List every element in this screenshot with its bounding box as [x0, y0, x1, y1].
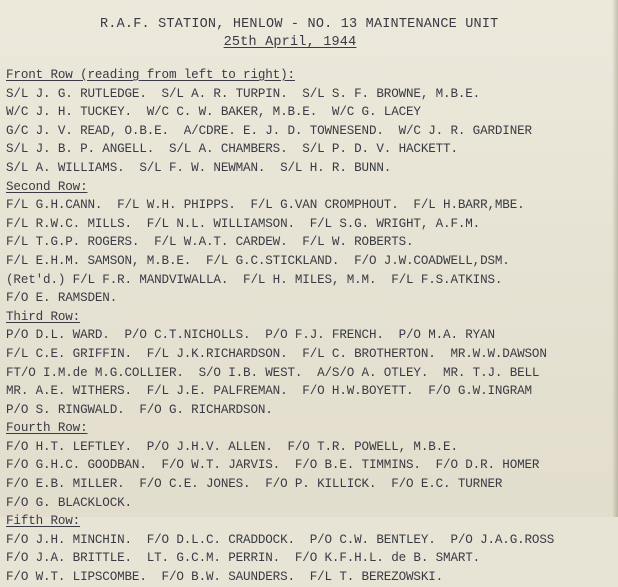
document-title: R.A.F. STATION, HENLOW - NO. 13 MAINTENANCE UNIT [100, 17, 499, 32]
name-line: P/O S. RINGWALD. F/O G. RICHARDSON. [6, 402, 273, 417]
name-line: F/O E.B. MILLER. F/O C.E. JONES. F/O P. KILLICK. F/O E.C. TURNER [6, 477, 503, 492]
name-line: MR. A.E. WITHERS. F/L J.E. PALFREMAN. F/O H.W.BOYETT. F/O G.W.INGRAM [6, 384, 532, 399]
name-line: FT/O I.M.de M.G.COLLIER. S/O I.B. WEST. A/S/O A. OTLEY. MR. T.J. BELL [6, 365, 540, 380]
name-line: S/L J. B. P. ANGELL. S/L A. CHAMBERS. S/L P. D. V. HACKETT. [6, 142, 458, 157]
name-line: (Ret'd.) F/L F.R. MANDVIWALLA. F/L H. MILES, M.M. F/L F.S.ATKINS. [6, 272, 503, 287]
name-line: F/L G.H.CANN. F/L W.H. PHIPPS. F/L G.VAN CROMPHOUT. F/L H.BARR,MBE. [6, 198, 525, 213]
name-line: F/O H.T. LEFTLEY. P/O J.H.V. ALLEN. F/O T.R. POWELL, M.B.E. [6, 439, 458, 454]
name-line: F/L E.H.M. SAMSON, M.B.E. F/L G.C.STICKLAND. F/O J.W.COADWELL,DSM. [6, 253, 510, 268]
section-heading-fifth-row: Fifth Row: [6, 514, 81, 529]
names-list [6, 66, 612, 587]
name-line: F/O J.H. MINCHIN. F/O D.L.C. CRADDOCK. P/O C.W. BENTLEY. P/O J.A.G.ROSS [6, 532, 555, 547]
name-line: F/O G. BLACKLOCK. [6, 495, 132, 510]
name-line: S/L J. G. RUTLEDGE. S/L A. R. TURPIN. S/L S. F. BROWNE, M.B.E. [6, 86, 481, 101]
name-line: G/C J. V. READ, O.B.E. A/CDRE. E. J. D. TOWNESEND. W/C J. R. GARDINER [6, 123, 532, 138]
name-line: S/L A. WILLIAMS. S/L F. W. NEWMAN. S/L H. R. BUNN. [6, 160, 392, 175]
document-date: 25th April, 1944 [223, 35, 357, 50]
name-line: W/C J. H. TUCKEY. W/C C. W. BAKER, M.B.E. W/C G. LACEY [6, 105, 421, 120]
name-line: P/O D.L. WARD. P/O C.T.NICHOLLS. P/O F.J. FRENCH. P/O M.A. RYAN [6, 328, 495, 343]
name-line: F/O G.H.C. GOODBAN. F/O W.T. JARVIS. F/O B.E. TIMMINS. F/O D.R. HOMER [6, 458, 540, 473]
section-heading-second-row: Second Row: [6, 179, 88, 194]
name-line: F/O W.T. LIPSCOMBE. F/O B.W. SAUNDERS. F/L T. BEREZOWSKI. [6, 570, 444, 585]
name-line: F/L T.G.P. ROGERS. F/L W.A.T. CARDEW. F/L W. ROBERTS. [6, 235, 414, 250]
name-line: F/O E. RAMSDEN. [6, 291, 118, 306]
paper-edge-shadow [612, 0, 618, 517]
name-line: F/O J.A. BRITTLE. LT. G.C.M. PERRIN. F/O K.F.H.L. de B. SMART. [6, 551, 481, 566]
section-heading-third-row: Third Row: [6, 309, 81, 324]
section-heading-front-row: Front Row (reading from left to right): [6, 68, 295, 82]
section-heading-fourth-row: Fourth Row: [6, 421, 88, 436]
name-line: F/L C.E. GRIFFIN. F/L J.K.RICHARDSON. F/L C. BROTHERTON. MR.W.W.DAWSON [6, 346, 547, 361]
name-line: F/L R.W.C. MILLS. F/L N.L. WILLIAMSON. F/L S.G. WRIGHT, A.F.M. [6, 216, 481, 231]
